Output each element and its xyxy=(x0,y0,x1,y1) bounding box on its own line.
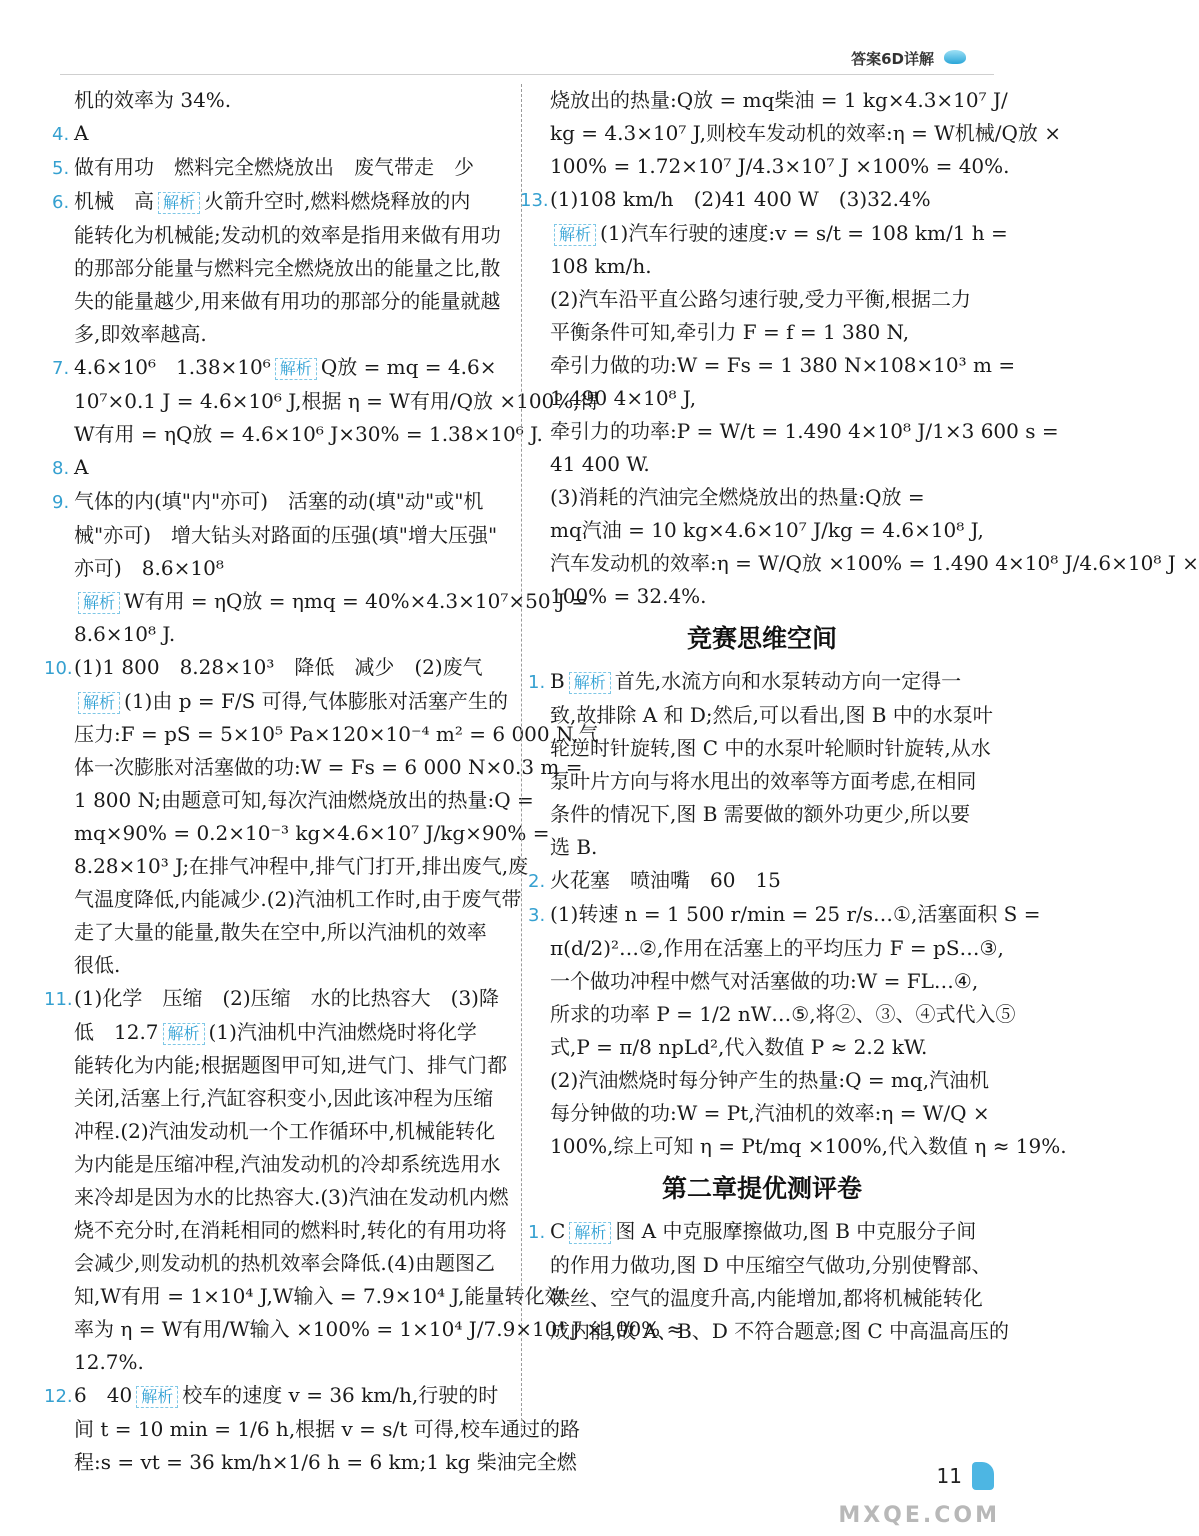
answer-line xyxy=(520,183,974,217)
answer-line xyxy=(550,349,1016,382)
answer-text: 4.6×10⁶ 1.38×10⁶ xyxy=(74,355,271,379)
answer-line xyxy=(550,1315,1010,1348)
answer-text: 铁丝、空气的温度升高,内能增加,都将机械能转化 xyxy=(550,1286,983,1310)
answer-line xyxy=(550,932,1004,965)
answer-line xyxy=(52,117,498,151)
answer-line xyxy=(550,316,974,349)
question-number: 3. xyxy=(528,905,546,926)
answers-block-b xyxy=(528,665,1067,1163)
answer-line xyxy=(74,1247,498,1280)
page-number: 11 xyxy=(936,1464,962,1488)
answer-text: 火花塞 喷油嘴 60 15 xyxy=(550,868,781,892)
answer-line xyxy=(550,150,1010,183)
book-icon xyxy=(944,50,966,64)
answer-line xyxy=(52,151,498,185)
analysis-tag: 解析 xyxy=(163,1023,205,1045)
answer-line xyxy=(74,1413,581,1446)
answer-line xyxy=(44,982,499,1016)
answer-line xyxy=(550,514,984,547)
question-number: 5. xyxy=(52,158,70,179)
answer-line xyxy=(74,685,509,718)
answer-line xyxy=(52,185,498,219)
answer-text: 6 40 xyxy=(74,1383,133,1407)
answer-text: 关闭,活塞上行,汽缸容积变小,因此该冲程为压缩 xyxy=(74,1086,494,1110)
answer-line xyxy=(74,1280,565,1313)
answer-text: 12.7%. xyxy=(74,1350,144,1374)
question-number: 1. xyxy=(528,672,546,693)
analysis-text: W有用 = ηQ放 = ηmq = 40%×4.3×10⁷×50 J = xyxy=(124,589,589,613)
analysis-tag: 解析 xyxy=(78,592,120,614)
answer-line xyxy=(74,318,498,351)
answer-line xyxy=(74,1049,508,1082)
answer-text: 108 km/h. xyxy=(550,254,652,278)
answer-text: 压力:F = pS = 5×10⁵ Pa×120×10⁻⁴ m² = 6 000 N,气 xyxy=(74,722,599,746)
column-divider xyxy=(521,84,522,1436)
answer-text: A xyxy=(74,121,89,145)
analysis-text: 首先,水流方向和水泵转动方向一定得一 xyxy=(614,669,962,693)
answer-line xyxy=(550,547,1199,580)
answer-line xyxy=(550,765,977,798)
watermark: MXQE.COM xyxy=(838,1503,1000,1528)
answer-line xyxy=(74,751,583,784)
answer-line xyxy=(550,798,974,831)
answer-line xyxy=(74,385,600,418)
answers-block-c xyxy=(528,1215,1010,1348)
answer-line xyxy=(74,718,599,751)
answer-text: 程:s = vt = 36 km/h×1/6 h = 6 km;1 kg 柴油完全燃 xyxy=(74,1450,577,1474)
answer-text: 汽车发动机的效率:η = W/Q放 ×100% = 1.490 4×10⁸ J/4.6×10⁸ J × xyxy=(550,551,1199,575)
answer-text: 式,P = π/8 npLd²,代入数值 P ≈ 2.2 kW. xyxy=(550,1035,928,1059)
answer-text: A xyxy=(74,455,89,479)
answer-text: 41 400 W. xyxy=(550,452,650,476)
question-number: 9. xyxy=(52,492,70,513)
answer-text: 气体的内(填"内"亦可) 活塞的动(填"动"或"机 xyxy=(74,489,484,513)
answer-text: 致,故排除 A 和 D;然后,可以看出,图 B 中的水泵叶 xyxy=(550,703,993,727)
answer-line xyxy=(74,1346,498,1379)
question-number: 6. xyxy=(52,192,70,213)
answer-line xyxy=(550,1031,974,1064)
analysis-text: (1)汽油机中汽油燃烧时将化学 xyxy=(208,1020,477,1044)
question-number: 1. xyxy=(528,1222,546,1243)
answer-line xyxy=(74,1148,501,1181)
section-title-competition: 竞赛思维空间 xyxy=(686,624,837,653)
answer-text: 1 800 N;由题意可知,每次汽油燃烧放出的热量:Q = xyxy=(74,788,534,812)
page-tab-icon xyxy=(972,1462,994,1490)
answer-text: B xyxy=(550,669,565,693)
answer-text: 失的能量越少,用来做有用功的那部分的能量就越 xyxy=(74,289,501,313)
answer-text: 8.28×10³ J;在排气冲程中,排气门打开,排出废气,废 xyxy=(74,854,529,878)
answer-line xyxy=(74,285,501,318)
answer-line xyxy=(74,817,550,850)
answer-line xyxy=(52,485,498,519)
answer-text: 能转化为机械能;发动机的效率是指用来做有用功 xyxy=(74,223,501,247)
answer-line xyxy=(550,580,974,613)
answer-line xyxy=(74,916,498,949)
answer-text: mq×90% = 0.2×10⁻³ kg×4.6×10⁷ J/kg×90% = xyxy=(74,821,550,845)
answer-line xyxy=(550,250,974,283)
answer-text: 牵引力的功率:P = W/t = 1.490 4×10⁸ J/1×3 600 s = xyxy=(550,419,1059,443)
header-label: 答案6D详解 xyxy=(851,50,934,68)
question-number: 7. xyxy=(52,358,70,379)
answer-text: 低 12.7 xyxy=(74,1020,159,1044)
answer-text: 泵叶片方向与将水甩出的效率等方面考虑,在相同 xyxy=(550,769,977,793)
analysis-tag: 解析 xyxy=(158,192,200,214)
answer-text: 成内能,故 A、B、D 不符合题意;图 C 中高温高压的 xyxy=(550,1319,1010,1343)
answer-text: 体一次膨胀对活塞做的功:W = Fs = 6 000 N×0.3 m = xyxy=(74,755,583,779)
answer-text: 的那部分能量与燃料完全燃烧放出的能量之比,散 xyxy=(74,256,501,280)
analysis-tag: 解析 xyxy=(78,692,120,714)
answer-text: 气温度降低,内能减少.(2)汽油机工作时,由于废气带 xyxy=(74,887,522,911)
answer-line xyxy=(550,965,979,998)
answer-line xyxy=(550,283,974,316)
answer-text: 率为 η = W有用/W输入 ×100% = 1×10⁴ J/7.9×10⁴ J ×100% ≈ xyxy=(74,1317,684,1341)
answer-line xyxy=(528,864,974,898)
answer-text: 每分钟做的功:W = Pt,汽油机的效率:η = W/Q × xyxy=(550,1101,990,1125)
answer-text: (3)消耗的汽油完全燃烧放出的热量:Q放 = xyxy=(550,485,925,509)
question-number: 4. xyxy=(52,124,70,145)
answer-line xyxy=(74,850,529,883)
answer-text: π(d/2)²…②,作用在活塞上的平均压力 F = pS…③, xyxy=(550,936,1004,960)
answer-text: 烧不充分时,在消耗相同的燃料时,转化的有用功将 xyxy=(74,1218,507,1242)
answer-text: kg = 4.3×10⁷ J,则校车发动机的效率:η = W机械/Q放 × xyxy=(550,121,1061,145)
answer-line xyxy=(52,351,498,385)
answer-text: 所求的功率 P = 1/2 nW…⑤,将②、③、④式代入⑤ xyxy=(550,1002,1016,1026)
answer-line xyxy=(74,252,501,285)
answers-block-a xyxy=(520,84,1199,613)
answer-text: 能转化为内能;根据题图甲可知,进气门、排气门都 xyxy=(74,1053,508,1077)
analysis-text: 校车的速度 v = 36 km/h,行驶的时 xyxy=(182,1383,499,1407)
answer-text: 冲程.(2)汽油发动机一个工作循环中,机械能转化 xyxy=(74,1119,496,1143)
analysis-tag: 解析 xyxy=(554,224,596,246)
section-title-chapter-test: 第二章提优测评卷 xyxy=(661,1174,862,1203)
answer-text: mq汽油 = 10 kg×4.6×10⁷ J/kg = 4.6×10⁸ J, xyxy=(550,518,984,542)
answer-text: 8.6×10⁸ J. xyxy=(74,622,176,646)
answer-line xyxy=(74,585,589,618)
answer-line xyxy=(528,898,1041,932)
answer-line xyxy=(74,519,498,552)
answer-line xyxy=(74,618,498,651)
answer-line xyxy=(550,481,974,514)
answer-line xyxy=(74,883,522,916)
answer-text: 走了大量的能量,散失在空中,所以汽油机的效率 xyxy=(74,920,487,944)
analysis-text: (1)由 p = F/S 可得,气体膨胀对活塞产生的 xyxy=(124,689,509,713)
answer-text: 牵引力做的功:W = Fs = 1 380 N×108×10³ m = xyxy=(550,353,1016,377)
answer-text: 械"亦可) 增大钻头对路面的压强(填"增大压强" xyxy=(74,523,498,547)
answer-line xyxy=(74,1446,577,1479)
answer-line xyxy=(550,1249,992,1282)
answer-line xyxy=(550,1130,1067,1163)
answer-text: 做有用功 燃料完全燃烧放出 废气带走 少 xyxy=(74,155,474,179)
answer-text: 多,即效率越高. xyxy=(74,322,207,346)
answer-text: 亦可) 8.6×10⁸ xyxy=(74,556,224,580)
answer-text: 100% = 32.4%. xyxy=(550,584,707,608)
answer-line xyxy=(74,219,501,252)
answer-line xyxy=(74,784,534,817)
answer-line xyxy=(550,1282,983,1315)
answer-line xyxy=(528,1215,977,1249)
answer-text: 为内能是压缩冲程,汽油发动机的冷却系统选用水 xyxy=(74,1152,501,1176)
answer-text: 会减少,则发动机的热机效率会降低.(4)由题图乙 xyxy=(74,1251,496,1275)
answer-text: 条件的情况下,图 B 需要做的额外功更少,所以要 xyxy=(550,802,971,826)
answer-line xyxy=(550,998,1016,1031)
answer-line xyxy=(74,1214,507,1247)
page-header xyxy=(60,44,994,75)
answer-line xyxy=(550,382,974,415)
answer-line xyxy=(74,1016,498,1049)
answer-text: 很低. xyxy=(74,953,121,977)
answer-text: (2)汽油燃烧时每分钟产生的热量:Q = mq,汽油机 xyxy=(550,1068,990,1092)
answer-text: 烧放出的热量:Q放 = mq柴油 = 1 kg×4.3×10⁷ J/ xyxy=(550,88,1008,112)
answer-text: 间 t = 10 min = 1/6 h,根据 v = s/t 可得,校车通过的路 xyxy=(74,1417,581,1441)
answer-line xyxy=(550,217,1008,250)
answer-line xyxy=(74,552,498,585)
answer-text: 一个做功冲程中燃气对活塞做的功:W = FL…④, xyxy=(550,969,979,993)
analysis-text: (1)汽车行驶的速度:v = s/t = 108 km/1 h = xyxy=(600,221,1008,245)
analysis-tag: 解析 xyxy=(136,1386,178,1408)
answer-line xyxy=(74,1115,498,1148)
answer-line xyxy=(550,117,1061,150)
question-number: 11. xyxy=(44,989,73,1010)
answer-text: 1.490 4×10⁸ J, xyxy=(550,386,697,410)
question-number: 13. xyxy=(520,190,549,211)
answer-line xyxy=(74,1082,498,1115)
question-number: 8. xyxy=(52,458,70,479)
answer-line xyxy=(550,448,974,481)
answer-text: W有用 = ηQ放 = 4.6×10⁶ J×30% = 1.38×10⁶ J. xyxy=(74,422,543,446)
answer-line xyxy=(550,415,1059,448)
answer-text: C xyxy=(550,1219,566,1243)
answer-line xyxy=(44,1379,499,1413)
answer-text: 来冷却是因为水的比热容大.(3)汽油在发动机内燃 xyxy=(74,1185,509,1209)
answer-text: 平衡条件可知,牵引力 F = f = 1 380 N, xyxy=(550,320,910,344)
answer-line xyxy=(550,699,993,732)
analysis-tag: 解析 xyxy=(275,358,317,380)
answer-line xyxy=(74,418,543,451)
answer-text: (1)108 km/h (2)41 400 W (3)32.4% xyxy=(550,187,931,211)
answer-line xyxy=(44,651,498,685)
analysis-tag: 解析 xyxy=(569,1222,611,1244)
answer-text: 10⁷×0.1 J = 4.6×10⁶ J,根据 η = W有用/Q放 ×100%,得 xyxy=(74,389,600,413)
answer-text: 100%,综上可知 η = Pt/mq ×100%,代入数值 η ≈ 19%. xyxy=(550,1134,1067,1158)
right-column xyxy=(520,84,1199,1436)
answer-text: (1)1 800 8.28×10³ 降低 减少 (2)废气 xyxy=(74,655,483,679)
answer-line xyxy=(550,1097,990,1130)
answer-text: 轮逆时针旋转,图 C 中的水泵叶轮顺时针旋转,从水 xyxy=(550,736,991,760)
answer-line xyxy=(74,1313,684,1346)
answer-text: 100% = 1.72×10⁷ J/4.3×10⁷ J ×100% = 40%. xyxy=(550,154,1010,178)
answer-line xyxy=(550,831,974,864)
answer-text: 机的效率为 34%. xyxy=(74,88,232,112)
answer-text: 选 B. xyxy=(550,835,598,859)
question-number: 2. xyxy=(528,871,546,892)
answer-line xyxy=(52,451,498,485)
analysis-text: 图 A 中克服摩擦做功,图 B 中克服分子间 xyxy=(615,1219,977,1243)
answer-line xyxy=(550,732,991,765)
question-number: 12. xyxy=(44,1386,73,1407)
analysis-tag: 解析 xyxy=(569,672,611,694)
analysis-text: Q放 = mq = 4.6× xyxy=(320,355,497,379)
answer-line xyxy=(74,949,498,982)
answer-text: 机械 高 xyxy=(74,189,154,213)
answer-line xyxy=(550,1064,990,1097)
question-number: 10. xyxy=(44,658,73,679)
answer-line xyxy=(74,1181,509,1214)
answer-text: 知,W有用 = 1×10⁴ J,W输入 = 7.9×10⁴ J,能量转化效 xyxy=(74,1284,565,1308)
answer-text: (1)化学 压缩 (2)压缩 水的比热容大 (3)降 xyxy=(74,986,499,1010)
answer-text: (1)转速 n = 1 500 r/min = 25 r/s…①,活塞面积 S = xyxy=(550,902,1041,926)
answer-text: (2)汽车沿平直公路匀速行驶,受力平衡,根据二力 xyxy=(550,287,972,311)
answer-line xyxy=(74,84,498,117)
answer-text: 的作用力做功,图 D 中压缩空气做功,分别使臀部、 xyxy=(550,1253,992,1277)
analysis-text: 火箭升空时,燃料燃烧释放的内 xyxy=(204,189,471,213)
answer-line xyxy=(528,665,974,699)
answer-line xyxy=(550,84,1008,117)
